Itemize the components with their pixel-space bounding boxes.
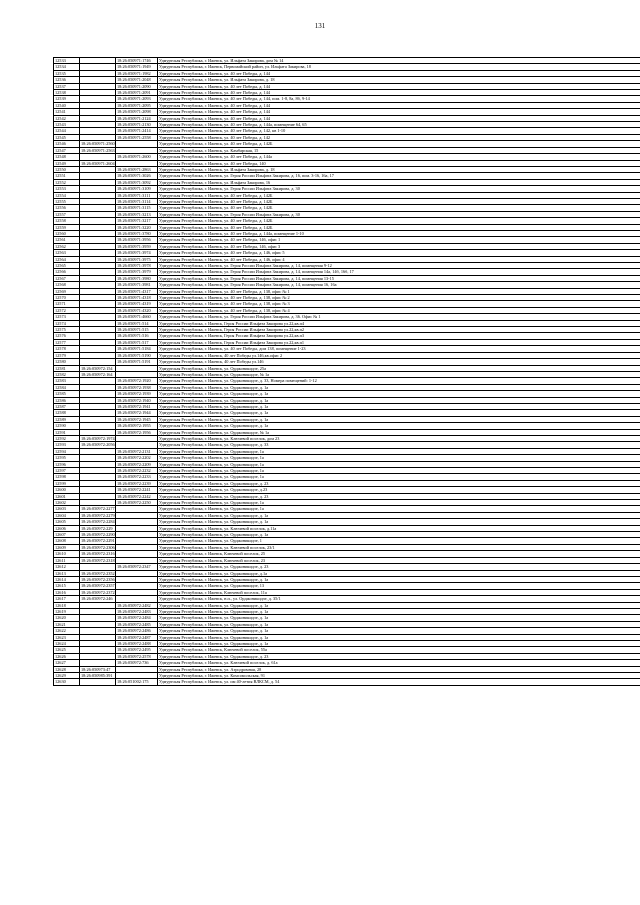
land-cadastral-number-cell: 18:26:050972:2056 bbox=[81, 442, 115, 448]
address-cell: Удмуртская Республика, г. Ижевск, ул. Ключевой поселок, 23/1 bbox=[158, 544, 640, 550]
row-number-cell: 12590 bbox=[54, 423, 80, 429]
building-cadastral-number-cell: 18:26:050971:3213 bbox=[116, 211, 158, 217]
row-number-cell: 12603 bbox=[54, 506, 80, 512]
building-cadastral-number-cell: 18:26:050972:2483 bbox=[116, 608, 158, 614]
building-cadastral-number-cell: 18:26:050972:2482 bbox=[116, 602, 158, 608]
address-cell: Удмуртская Республика, г. Ижевск, ул. Орджоникидзе, д. 1а bbox=[158, 608, 640, 614]
building-cadastral-number-cell: 18:26:050972:1941 bbox=[116, 403, 158, 409]
address-cell: Удмуртская Республика, г. Ижевск, Героя России Ильфата Закирова ул.22,кв.п2 bbox=[158, 327, 640, 333]
row-number-cell: 12564 bbox=[54, 256, 80, 262]
address-cell: Удмуртская Республика, г. Ижевск, Ключевой поселок, 55а bbox=[158, 647, 640, 653]
row-number-cell: 12576 bbox=[54, 333, 80, 339]
row-number-cell: 12624 bbox=[54, 640, 80, 646]
row-number-cell: 12582 bbox=[54, 371, 80, 377]
land-cadastral-number-cell: 18:26:050971:2563 bbox=[81, 147, 115, 153]
row-number-cell: 12606 bbox=[54, 525, 80, 531]
address-cell: Удмуртская Республика, г. Ижевск, ул. Орджоникидзе, 1а bbox=[158, 468, 640, 474]
row-number-cell: 12607 bbox=[54, 532, 80, 538]
address-cell: Удмуртская Республика, г. Ижевск, ул. Орджоникидзе, 1а bbox=[158, 461, 640, 467]
land-cadastral-number-cell: 18:26:050972:2357 bbox=[81, 583, 115, 589]
address-cell: Удмуртская Республика, г. Ижевск, ул. Орджоникидзе, 25а bbox=[158, 365, 640, 371]
address-cell: Удмуртская Республика, г. Ижевск, ул. Орджоникидзе, д. 1а bbox=[158, 602, 640, 608]
address-cell: Удмуртская Республика, г. Ижевск, ул. Орджоникидзе, 1а bbox=[158, 506, 640, 512]
row-number-cell: 12577 bbox=[54, 339, 80, 345]
building-cadastral-number-cell: 18:26:050971:5190 bbox=[116, 352, 158, 358]
address-cell: Удмуртская Республика, г. Ижевск, ул. 40 лет Победы, д. 142Б bbox=[158, 141, 640, 147]
address-cell: Удмуртская Республика, г. Ижевск, ул. Орджоникидзе, д. 1а bbox=[158, 615, 640, 621]
land-cadastral-number-cell: 18:26:050971:2604 bbox=[81, 160, 115, 166]
row-number-cell: 12598 bbox=[54, 474, 80, 480]
row-number-cell: 12615 bbox=[54, 583, 80, 589]
address-cell: Удмуртская Республика, г. Ижевск, ул. Ключевой поселок, дом 23 bbox=[158, 435, 640, 441]
row-number-cell: 12575 bbox=[54, 327, 80, 333]
address-cell: Удмуртская Республика, г. Ижевск, ул. 40 лет Победы, 146, офис 3 bbox=[158, 243, 640, 249]
row-number-cell: 12618 bbox=[54, 602, 80, 608]
building-cadastral-number-cell: 18:26:050972:2486 bbox=[116, 628, 158, 634]
row-number-cell: 12568 bbox=[54, 282, 80, 288]
building-cadastral-number-cell: 18:26:050971:2124 bbox=[116, 115, 158, 121]
building-cadastral-number-cell: 18:26:050971:3780 bbox=[116, 230, 158, 236]
address-cell: Удмуртская Республика, г. Ижевск, ул. Ильфата Закирова, 16 bbox=[158, 179, 640, 185]
row-number-cell: 12619 bbox=[54, 608, 80, 614]
registry-table-body bbox=[54, 58, 640, 686]
row-number-cell: 12554 bbox=[54, 192, 80, 198]
address-cell: Удмуртская Республика, г. Ижевск, ул. Орджоникидзе, д. 1а bbox=[158, 519, 640, 525]
address-cell: Удмуртская Республика, г. Ижевск, ул. 40 лет Победы, д. 138, офис № 4 bbox=[158, 307, 640, 313]
building-cadastral-number-cell: 18:26:050971:3092 bbox=[116, 179, 158, 185]
row-number-cell: 12548 bbox=[54, 154, 80, 160]
row-number-cell: 12569 bbox=[54, 288, 80, 294]
building-cadastral-number-cell: 18:26:050971:4317 bbox=[116, 288, 158, 294]
row-number-cell: 12578 bbox=[54, 346, 80, 352]
building-cadastral-number-cell: 18:26:050971:3975 bbox=[116, 256, 158, 262]
address-cell: Удмуртская Республика, г. Ижевск, ул. Героя России Ильфата Закирова, д. 30 bbox=[158, 211, 640, 217]
land-cadastral-number-cell: 18:26:050972:154 bbox=[80, 365, 116, 371]
row-number-cell: 12535 bbox=[54, 70, 80, 76]
address-cell: Удмуртская Республика, г. Ижевск, ул. 40 лет Победы, д. 142 bbox=[158, 134, 640, 140]
row-number-cell: 12542 bbox=[54, 115, 80, 121]
row-number-cell: 12561 bbox=[54, 237, 80, 243]
page-number: 131 bbox=[314, 22, 326, 30]
row-number-cell: 12602 bbox=[54, 500, 80, 506]
row-number-cell: 12604 bbox=[54, 512, 80, 518]
row-number-cell: 12593 bbox=[54, 442, 80, 448]
building-cadastral-number-cell: 18:26:050972:2232 bbox=[116, 468, 158, 474]
address-cell: Удмуртская Республика, г. Ижевск, ул. Орджоникидзе, 1а bbox=[158, 455, 640, 461]
address-cell: Удмуртская Республика, г. Ижевск, ул. Орджоникидзе, № 1а bbox=[158, 429, 640, 435]
address-cell: Удмуртская Республика, г. Ижевск, ул. Орджоникидзе, д. 1а bbox=[158, 391, 640, 397]
land-cadastral-number-cell: 18:26:050972:1974 bbox=[81, 435, 115, 441]
row-number-cell: 12587 bbox=[54, 403, 80, 409]
address-cell: Удмуртская Республика, г. Ижевск, ул. Ключевой поселок, д. 61а bbox=[158, 660, 640, 666]
address-cell: Удмуртская Республика, г. Ижевск, ул. Героя России Ильфата Закирова, д. 14, помещения 16, 16а bbox=[158, 282, 640, 288]
address-cell: Удмуртская Республика, г. Ижевск, Ключевой поселок, 23 bbox=[158, 557, 640, 563]
address-cell: Удмуртская Республика, г. Ижевск, Ключевой поселок, 11а bbox=[158, 589, 640, 595]
building-cadastral-number-cell: 18:26:050971:3980 bbox=[116, 275, 158, 281]
row-number-cell: 12573 bbox=[54, 314, 80, 320]
land-cadastral-number-cell: 18:26:050972:246 bbox=[80, 596, 116, 602]
address-cell: Удмуртская Республика, г. Ижевск, ул. Ильфата Закирова, дом № 14 bbox=[158, 58, 640, 64]
building-cadastral-number-cell: 18:26:050971:1982 bbox=[116, 70, 158, 76]
address-cell: Удмуртская Республика, г. Ижевск, ул. 40 лет Победы, д. 142Б bbox=[158, 192, 640, 198]
building-cadastral-number-cell: 18:26:050971:2600 bbox=[116, 154, 158, 160]
building-cadastral-number-cell: 18:26:050971:3981 bbox=[116, 282, 158, 288]
address-cell: Удмуртская Республика, г. Ижевск, ул. 40 лет Победы, д. 144 bbox=[158, 83, 640, 89]
building-cadastral-number-cell: 18:26:050971:4318 bbox=[116, 295, 158, 301]
land-cadastral-number-cell: 18:26:050972:2290 bbox=[81, 532, 115, 538]
row-number-cell: 12585 bbox=[54, 391, 80, 397]
address-cell: Удмуртская Республика, г. Ижевск, ул. 40 лет Победы, д. 144, пом. 1-8, 8а, 8б, 9-14 bbox=[158, 96, 640, 102]
address-cell: Удмуртская Республика, г. Ижевск, ул. Аэродромная, 28 bbox=[158, 666, 640, 672]
registry-table bbox=[53, 57, 640, 686]
land-cadastral-number-cell: 18:26:050972:2356 bbox=[81, 576, 115, 582]
address-cell: Удмуртская Республика, г. Ижевск, Ключевой поселок, 25 bbox=[158, 551, 640, 557]
address-cell: Удмуртская Республика, г. Ижевск, ул. Ильфата Закирова, д. 18 bbox=[158, 77, 640, 83]
address-cell: Удмуртская Республика, г. Ижевск, ул. Орджоникидзе, д. 1а bbox=[158, 423, 640, 429]
building-cadastral-number-cell: 18:26:050971:514 bbox=[116, 320, 158, 326]
building-cadastral-number-cell: 18:26:050972:1938 bbox=[116, 384, 158, 390]
address-cell: Удмуртская Республика, г. Ижевск, ул. 40 лет Победы, д. 144а, помещение 1-10 bbox=[158, 230, 640, 236]
row-number-cell: 12580 bbox=[54, 359, 80, 365]
address-cell: Удмуртская Республика, г. Ижевск, ул. 40 лет Победы, д. 146, офис 5 bbox=[158, 250, 640, 256]
row-number-cell: 12560 bbox=[54, 230, 80, 236]
address-cell: Удмуртская Республика, г. Ижевск, ул. 40 лет Победы, 140 bbox=[158, 160, 640, 166]
row-number-cell: 12584 bbox=[54, 384, 80, 390]
row-number-cell: 12614 bbox=[54, 576, 80, 582]
row-number-cell: 12616 bbox=[54, 589, 80, 595]
building-cadastral-number-cell: 18:26:050971:3220 bbox=[116, 224, 158, 230]
table-row bbox=[54, 679, 640, 685]
building-cadastral-number-cell: 18:26:050972:1940 bbox=[116, 397, 158, 403]
row-number-cell: 12621 bbox=[54, 621, 80, 627]
address-cell: Удмуртская Республика, г. Ижевск, ул. Орджоникидзе, д. 33, Номера помещений: 1-12 bbox=[158, 378, 640, 384]
row-number-cell: 12558 bbox=[54, 218, 80, 224]
address-cell: Удмуртская Республика, г. Ижевск, ул. Орджоникидзе, д. 1а bbox=[158, 621, 640, 627]
land-cadastral-number-cell: 18:26:050972:2306 bbox=[81, 544, 115, 550]
row-number-cell: 12552 bbox=[54, 179, 80, 185]
address-cell: Удмуртская Республика, г. Ижевск, ул. Орджоникидзе, д. 1а bbox=[158, 628, 640, 634]
building-cadastral-number-cell: 18:26:050972:1945 bbox=[116, 416, 158, 422]
row-number-cell: 12595 bbox=[54, 455, 80, 461]
row-number-cell: 12627 bbox=[54, 660, 80, 666]
address-cell: Удмуртская Республика, г. Ижевск, Первомайский район, ул. Ильфата Закирова, 18 bbox=[158, 64, 640, 70]
row-number-cell: 12536 bbox=[54, 77, 80, 83]
row-number-cell: 12567 bbox=[54, 275, 80, 281]
address-cell: Удмуртская Республика, г. Ижевск, ул. 40 лет Победы, д. 144 bbox=[158, 90, 640, 96]
land-cadastral-number-cell: 18:26:050972:2277 bbox=[81, 506, 115, 512]
row-number-cell: 12543 bbox=[54, 122, 80, 128]
building-cadastral-number-cell: 18:26:050971:3974 bbox=[116, 250, 158, 256]
row-number-cell: 12623 bbox=[54, 634, 80, 640]
building-cadastral-number-cell: 18:26:050971:5184 bbox=[116, 346, 158, 352]
address-cell: Удмуртская Республика, г. Ижевск, ул. Орджоникидзе, д. 1а bbox=[158, 532, 640, 538]
address-cell: Удмуртская Республика, г. Ижевск, ул. 40 лет Победы, д. 144 bbox=[158, 109, 640, 115]
building-cadastral-number-cell: 18:26:050972:2233 bbox=[116, 474, 158, 480]
address-cell: Удмуртская Республика, г. Ижевск, ул. Орджоникидзе, 1 bbox=[158, 538, 640, 544]
land-cadastral-number-cell: 18:26:050972:2284 bbox=[81, 519, 115, 525]
row-number-cell: 12547 bbox=[54, 147, 80, 153]
address-cell: Удмуртская Республика, г. Ижевск, ул. Орджоникидзе, д. 1а bbox=[158, 634, 640, 640]
row-number-cell: 12559 bbox=[54, 224, 80, 230]
building-cadastral-number-cell: 18:26:050971:3026 bbox=[116, 173, 158, 179]
land-cadastral-number-cell: 18:26:050985:391 bbox=[80, 673, 116, 679]
building-cadastral-number-cell: 18:26:050971:5191 bbox=[116, 359, 158, 365]
row-number-cell: 12540 bbox=[54, 102, 80, 108]
row-number-cell: 12553 bbox=[54, 186, 80, 192]
building-cadastral-number-cell: 18:26:050972:2250 bbox=[116, 500, 158, 506]
address-cell: Удмуртская Республика, г. Ижевск, Героя России Ильфата Закирова ул.22,кв.п1 bbox=[158, 339, 640, 345]
address-cell: Удмуртская Республика, г. Ижевск, ул. 40 лет Победы, д. 144а bbox=[158, 154, 640, 160]
row-number-cell: 12570 bbox=[54, 295, 80, 301]
address-cell: Удмуртская Республика, г. Ижевск, ул. Ключевой поселок, д.11а bbox=[158, 525, 640, 531]
address-cell: Удмуртская Республика, г. Ижевск, ул. Орджоникидзе, д.1а bbox=[158, 570, 640, 576]
address-cell: Удмуртская Республика, г. Ижевск, ул. Орджоникидзе, д. 1а bbox=[158, 640, 640, 646]
building-cadastral-number-cell: 18:26:050971:2090 bbox=[116, 83, 158, 89]
address-cell: Удмуртская Республика, г. Ижевск, Героя России Ильфата Закирова ул.22,кв.п4 bbox=[158, 320, 640, 326]
row-number-cell: 12594 bbox=[54, 448, 80, 454]
address-cell: Удмуртская Республика, г. Ижевск, ул. 40 лет Победы, д. 138, офис № 3 bbox=[158, 301, 640, 307]
address-cell: Удмуртская Республика, г. Ижевск, ул. 40 лет Победы, д. 142Б bbox=[158, 224, 640, 230]
address-cell: Удмуртская Республика, г. Ижевск, 40 лет Победы ул.146 bbox=[158, 359, 640, 365]
building-cadastral-number-cell: 18:26:050972:2209 bbox=[116, 461, 158, 467]
building-cadastral-number-cell: 18:26:050971:517 bbox=[116, 339, 158, 345]
row-number-cell: 12583 bbox=[54, 378, 80, 384]
building-cadastral-number-cell: 18:26:050972:2578 bbox=[116, 653, 158, 659]
address-cell: Удмуртская Республика, г. Ижевск, ул. Орджоникидзе, 1а bbox=[158, 448, 640, 454]
address-cell: Удмуртская Республика, г. Ижевск, ул. 40 лет Победы, д. 144 bbox=[158, 115, 640, 121]
row-number-cell: 12533 bbox=[54, 58, 80, 64]
row-number-cell: 12556 bbox=[54, 205, 80, 211]
address-cell: Удмуртская Республика, г. Ижевск, ул. Орджоникидзе, д. 1а bbox=[158, 416, 640, 422]
land-cadastral-number-cell: 18:26:050972:2291 bbox=[81, 538, 115, 544]
row-number-cell: 12551 bbox=[54, 173, 80, 179]
row-number-cell: 12589 bbox=[54, 416, 80, 422]
row-number-cell: 12630 bbox=[54, 679, 80, 685]
row-number-cell: 12562 bbox=[54, 243, 80, 249]
address-cell: Удмуртская Республика, г. Ижевск, ул. Орджоникидзе, д. 1а bbox=[158, 397, 640, 403]
address-cell: Удмуртская Республика, г. Ижевск, ул. 40 лет Победы, д. 142Б bbox=[158, 205, 640, 211]
address-cell: Удмуртская Республика, г. Ижевск, ул. 40 лет Победы, д. 146, офис 4 bbox=[158, 256, 640, 262]
row-number-cell: 12545 bbox=[54, 134, 80, 140]
land-cadastral-number-cell: 18:26:050972:2279 bbox=[81, 512, 115, 518]
building-cadastral-number-cell: 18:26:050971:2558 bbox=[116, 134, 158, 140]
address-cell: Удмуртская Республика, г. Ижевск, ул. 40 лет Победы, д. 138, офис № 2 bbox=[158, 295, 640, 301]
address-cell: Удмуртская Республика, г. Ижевск, ул. Орджоникидзе, д.23 bbox=[158, 487, 640, 493]
building-cadastral-number-cell: 18:26:050972:1956 bbox=[116, 429, 158, 435]
building-cadastral-number-cell: 18:26:050972:2487 bbox=[116, 634, 158, 640]
row-number-cell: 12622 bbox=[54, 628, 80, 634]
address-cell: Удмуртская Республика, г. Ижевск, ул. Героя России Ильфата Закирова, д. 30 bbox=[158, 186, 640, 192]
building-cadastral-number-cell: 18:26:050971:3114 bbox=[116, 198, 158, 204]
address-cell: Удмуртская Республика, г. Ижевск, ул. Комсомольская, 91 bbox=[158, 673, 640, 679]
building-cadastral-number-cell: 18:26:050971:4320 bbox=[116, 307, 158, 313]
address-cell: Удмуртская Республика, г. Ижевск, 40 лет Победы ул.146,кв.офис 2 bbox=[158, 352, 640, 358]
building-cadastral-number-cell: 18:26:050971:2048 bbox=[116, 77, 158, 83]
address-cell: Удмуртская Республика, г. Ижевск, ул. 40 лет Победы, дом 138, помещение 1-23 bbox=[158, 346, 640, 352]
row-number-cell: 12625 bbox=[54, 647, 80, 653]
address-cell: Удмуртская Республика, г. Ижевск, ул. Орджоникидзе, № 1а bbox=[158, 371, 640, 377]
building-cadastral-number-cell: 18:26:050971:1746 bbox=[116, 58, 158, 64]
row-number-cell: 12534 bbox=[54, 64, 80, 70]
building-cadastral-number-cell: 18:26:050971:2098 bbox=[116, 109, 158, 115]
address-cell: Удмуртская Республика, г. Ижевск, ул. Орджоникидзе, д. 33 bbox=[158, 442, 640, 448]
row-number-cell: 12581 bbox=[54, 365, 80, 371]
row-number-cell: 12557 bbox=[54, 211, 80, 217]
row-number-cell: 12600 bbox=[54, 487, 80, 493]
building-cadastral-number-cell: 18:26:050971:1949 bbox=[116, 64, 158, 70]
land-cadastral-number-cell: 18:26:050972:2372 bbox=[81, 589, 115, 595]
row-number-cell: 12596 bbox=[54, 461, 80, 467]
row-number-cell: 12566 bbox=[54, 269, 80, 275]
address-cell: Удмуртская Республика, г. Ижевск, н.п., ул. Орджоникидзе, д. 35/1 bbox=[158, 596, 640, 602]
address-cell: Удмуртская Республика, г. Ижевск, ул. Орджоникидзе, д. 23 bbox=[158, 653, 640, 659]
address-cell: Удмуртская Республика, г. Ижевск, ул. 40 лет Победы, д. 144а, помещение 64, 65 bbox=[158, 122, 640, 128]
address-cell: Удмуртская Республика, г. Ижевск, ул. Орджоникидзе, д. 1а bbox=[158, 576, 640, 582]
address-cell: Удмуртская Республика, г. Ижевск, ул. 40 лет Победы, д. 142Б bbox=[158, 198, 640, 204]
row-number-cell: 12599 bbox=[54, 480, 80, 486]
building-cadastral-number-cell: 18:26:050971:3217 bbox=[116, 218, 158, 224]
building-cadastral-number-cell: 18:26:050972:2239 bbox=[116, 480, 158, 486]
address-cell: Удмуртская Республика, г. Ижевск, Героя России Ильфата Закирова ул.22,кв.п3 bbox=[158, 333, 640, 339]
row-number-cell: 12537 bbox=[54, 83, 80, 89]
row-number-cell: 12563 bbox=[54, 250, 80, 256]
address-cell: Удмуртская Республика, г. Ижевск, ул. Орджоникидзе, д. 23 bbox=[158, 493, 640, 499]
address-cell: Удмуртская Республика, г. Ижевск, ул. Героя России Ильфата Закирова, д. 14, помещения 14а, 14б, 16б, 17 bbox=[158, 269, 640, 275]
address-cell: Удмуртская Республика, г. Ижевск, ул. Орджоникидзе, д. 23 bbox=[158, 480, 640, 486]
building-cadastral-number-cell: 18:26:050971:2414 bbox=[116, 128, 158, 134]
address-cell: Удмуртская Республика, г. Ижевск, ул. Орджоникидзе, д. 1а bbox=[158, 512, 640, 518]
building-cadastral-number-cell: 18:26:050971:2130 bbox=[116, 122, 158, 128]
building-cadastral-number-cell: 18:26:050972:2485 bbox=[116, 621, 158, 627]
row-number-cell: 12574 bbox=[54, 320, 80, 326]
row-number-cell: 12588 bbox=[54, 410, 80, 416]
address-cell: Удмуртская Республика, г. Ижевск, ул. им 40-летия ВЛКСМ, д. 54 bbox=[158, 679, 640, 685]
building-cadastral-number-cell: 18:26:050972:736 bbox=[116, 660, 158, 666]
building-cadastral-number-cell: 18:26:050972:1939 bbox=[116, 391, 158, 397]
row-number-cell: 12608 bbox=[54, 538, 80, 544]
building-cadastral-number-cell: 18:26:050971:3978 bbox=[116, 263, 158, 269]
building-cadastral-number-cell: 18:26:050972:2488 bbox=[116, 640, 158, 646]
building-cadastral-number-cell: 18:26:050971:2091 bbox=[116, 90, 158, 96]
row-number-cell: 12597 bbox=[54, 468, 80, 474]
address-cell: Удмуртская Республика, г. Ижевск, ул. 40 лет Победы, д. 138, офис № 1 bbox=[158, 288, 640, 294]
address-cell: Удмуртская Республика, г. Ижевск, ул. Ильфата Закирова, д. 18 bbox=[158, 166, 640, 172]
address-cell: Удмуртская Республика, г. Ижевск, ул. Героя России Ильфата Закирова, д. 14, помещения 9-12 bbox=[158, 263, 640, 269]
row-number-cell: 12611 bbox=[54, 557, 80, 563]
row-number-cell: 12612 bbox=[54, 564, 80, 570]
row-number-cell: 12546 bbox=[54, 141, 80, 147]
building-cadastral-number-cell: 18:26:050972:1944 bbox=[116, 410, 158, 416]
building-cadastral-number-cell: 18:26:050971:3959 bbox=[116, 243, 158, 249]
address-cell: Удмуртская Республика, г. Ижевск, ул. Орджоникидзе, д. 1а bbox=[158, 384, 640, 390]
building-cadastral-number-cell: 18:26:050972:2347 bbox=[116, 564, 158, 570]
building-cadastral-number-cell: 18:26:050971:3979 bbox=[116, 269, 158, 275]
address-cell: Удмуртская Республика, г. Ижевск, ул. 40 лет Победы, д. 144 bbox=[158, 102, 640, 108]
row-number-cell: 12549 bbox=[54, 160, 80, 166]
row-number-cell: 12579 bbox=[54, 352, 80, 358]
row-number-cell: 12565 bbox=[54, 263, 80, 269]
row-number-cell: 12555 bbox=[54, 198, 80, 204]
row-number-cell: 12586 bbox=[54, 397, 80, 403]
address-cell: Удмуртская Республика, г. Ижевск, ул. Героя России Ильфата Закирова, д. 16, пом. 3-16, 16а, 17 bbox=[158, 173, 640, 179]
building-cadastral-number-cell: 18:26:050972:2241 bbox=[116, 487, 158, 493]
row-number-cell: 12538 bbox=[54, 90, 80, 96]
building-cadastral-number-cell: 18:26:050972:1920 bbox=[116, 378, 158, 384]
row-number-cell: 12605 bbox=[54, 519, 80, 525]
row-number-cell: 12541 bbox=[54, 109, 80, 115]
address-cell: Удмуртская Республика, г. Ижевск, ул. Орджоникидзе, д. 23 bbox=[158, 564, 640, 570]
building-cadastral-number-cell: 18:26:050971:4660 bbox=[116, 314, 158, 320]
land-cadastral-number-cell: 18:26:050972:2316 bbox=[81, 551, 115, 557]
row-number-cell: 12610 bbox=[54, 551, 80, 557]
land-cadastral-number-cell bbox=[80, 679, 116, 685]
row-number-cell: 12539 bbox=[54, 96, 80, 102]
building-cadastral-number-cell: 18:26:050972:2484 bbox=[116, 615, 158, 621]
address-cell: Удмуртская Республика, г. Ижевск, ул. 40 лет Победы, 146, офис 1 bbox=[158, 237, 640, 243]
row-number-cell: 12617 bbox=[54, 596, 80, 602]
land-cadastral-number-cell: 18:26:050972:164 bbox=[80, 371, 116, 377]
address-cell: Удмуртская Республика, г. Ижевск, ул. Орджоникидзе, 1а bbox=[158, 500, 640, 506]
building-cadastral-number-cell: 18:26:050971:3956 bbox=[116, 237, 158, 243]
row-number-cell: 12550 bbox=[54, 166, 80, 172]
building-cadastral-number-cell: 18:26:050971:3115 bbox=[116, 205, 158, 211]
row-number-cell: 12609 bbox=[54, 544, 80, 550]
row-number-cell: 12591 bbox=[54, 429, 80, 435]
address-cell: Удмуртская Республика, г. Ижевск, ул. Орджоникидзе, д. 1а bbox=[158, 403, 640, 409]
land-cadastral-number-cell: 18:26:050971:2560 bbox=[81, 141, 115, 147]
building-cadastral-number-cell: 18:26:050971:516 bbox=[116, 333, 158, 339]
row-number-cell: 12628 bbox=[54, 666, 80, 672]
address-cell: Удмуртская Республика, г. Ижевск, ул. Орджоникидзе, д. 1а bbox=[158, 410, 640, 416]
land-cadastral-number-cell: 18:26:050973:47 bbox=[80, 666, 116, 672]
address-cell: Удмуртская Республика, г. Ижевск, ул. Героя России Ильфата Закирова, д. 14, помещения 13-15 bbox=[158, 275, 640, 281]
address-cell: Удмуртская Республика, г. Ижевск, ул. 40 лет Победы, д. 142, кв 1-10 bbox=[158, 128, 640, 134]
row-number-cell: 12620 bbox=[54, 615, 80, 621]
building-cadastral-number-cell: 18:26:050971:2095 bbox=[116, 102, 158, 108]
building-cadastral-number-cell: 18:26:051002:175 bbox=[116, 679, 158, 685]
land-cadastral-number-cell: 18:26:050972:2352 bbox=[81, 570, 115, 576]
row-number-cell: 12626 bbox=[54, 653, 80, 659]
row-number-cell: 12571 bbox=[54, 301, 80, 307]
building-cadastral-number-cell: 18:26:050971:2093 bbox=[116, 96, 158, 102]
building-cadastral-number-cell: 18:26:050971:2863 bbox=[116, 166, 158, 172]
building-cadastral-number-cell: 18:26:050972:2202 bbox=[116, 455, 158, 461]
row-number-cell: 12544 bbox=[54, 128, 80, 134]
building-cadastral-number-cell: 18:26:050971:4319 bbox=[116, 301, 158, 307]
address-cell: Удмуртская Республика, г. Ижевск, ул. Орджоникидзе, 13 bbox=[158, 583, 640, 589]
row-number-cell: 12629 bbox=[54, 673, 80, 679]
land-cadastral-number-cell: 18:26:050972:229 bbox=[80, 525, 116, 531]
building-cadastral-number-cell: 18:26:050971:515 bbox=[116, 327, 158, 333]
address-cell: Удмуртская Республика, г. Ижевск, ул. Камбарская, 15 bbox=[158, 147, 640, 153]
building-cadastral-number-cell: 18:26:050971:3111 bbox=[116, 192, 158, 198]
building-cadastral-number-cell: 18:26:050972:2242 bbox=[116, 493, 158, 499]
row-number-cell: 12613 bbox=[54, 570, 80, 576]
building-cadastral-number-cell: 18:26:050972:1955 bbox=[116, 423, 158, 429]
row-number-cell: 12601 bbox=[54, 493, 80, 499]
building-cadastral-number-cell: 18:26:050972:2131 bbox=[116, 448, 158, 454]
building-cadastral-number-cell: 18:26:050971:3109 bbox=[116, 186, 158, 192]
address-cell: Удмуртская Республика, г. Ижевск, ул. 40 лет Победы, д. 144 bbox=[158, 70, 640, 76]
address-cell: Удмуртская Республика, г. Ижевск, ул. 40 лет Победы, д. 142Б bbox=[158, 218, 640, 224]
address-cell: Удмуртская Республика, г. Ижевск, ул. Героя России Ильфата Закирова, д. 36. Офис № 1 bbox=[158, 314, 640, 320]
row-number-cell: 12572 bbox=[54, 307, 80, 313]
row-number-cell: 12592 bbox=[54, 435, 80, 441]
building-cadastral-number-cell: 18:26:050972:2495 bbox=[116, 647, 158, 653]
address-cell: Удмуртская Республика, г. Ижевск, ул. Орджоникидзе, 1а bbox=[158, 474, 640, 480]
land-cadastral-number-cell: 18:26:050972:2318 bbox=[81, 557, 115, 563]
